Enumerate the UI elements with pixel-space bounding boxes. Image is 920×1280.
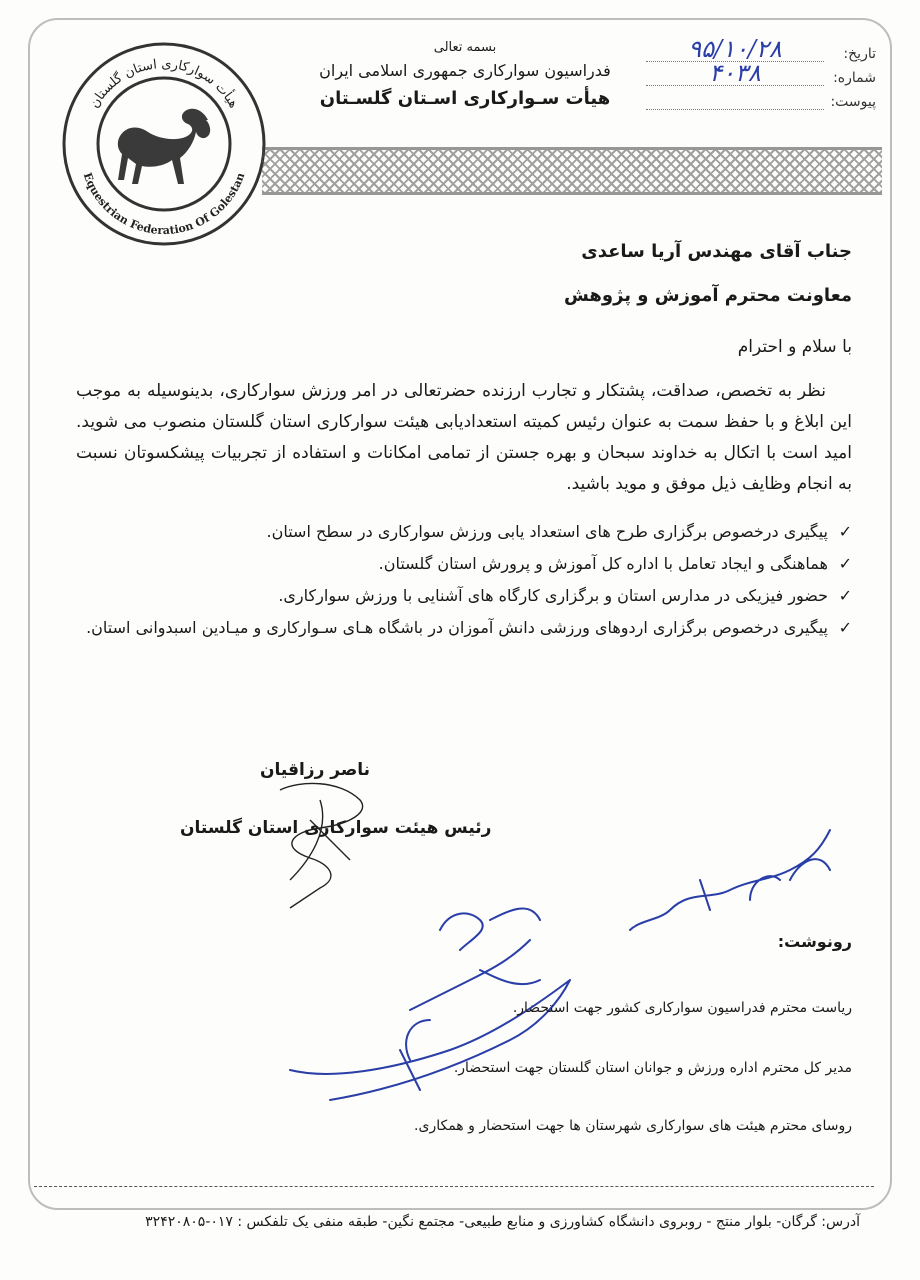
cc-title: رونوشت:: [777, 932, 852, 951]
checkmark-icon: ✓: [838, 554, 852, 573]
list-item: [76, 612, 852, 644]
main-paragraph: نظر به تخصص، صداقت، پشتکار و تجارب ارزنده حضرتعالی در امر ورزش سوارکاری، بدینوسیله به موجب این ابلاغ و با حفظ سمت به عنوان رئیس کمیته استعدادیابی هیئت سوارکاری استان گلستان منصوب می شوید. امید است با اتکال به خداوند سبحان و بهره جستن از تمامی امکانات و استفاده از تجربیات پیشکسوتان نسبت به انجام وظایف ذیل موفق و موید باشید.: [76, 381, 852, 494]
task-text: پیگیری درخصوص برگزاری اردوهای ورزشی دانش آموزان در باشگاه هـای سـوارکاری و میـادین اسبدوانی استان.: [86, 618, 828, 637]
handwritten-notes: [230, 820, 870, 1140]
federation-name: فدراسیون سوارکاری جمهوری اسلامی ایران: [319, 61, 611, 80]
task-text: پیگیری درخصوص برگزاری طرح های استعداد یابی ورزش سوارکاری در سطح استان.: [266, 522, 828, 541]
number-label: شماره:: [833, 70, 876, 86]
recipient-name: جناب آقای مهندس آریا ساعدی: [581, 241, 852, 262]
board-name: هیأت سـوارکاری اسـتان گلسـتان: [319, 88, 611, 109]
task-list: [76, 516, 852, 644]
greeting: با سلام و احترام: [737, 337, 852, 357]
footer-address: آدرس: گرگان- بلوار منتج - روبروی دانشگاه کشاورزی و منابع طبیعی- مجتمع نگین- طبقه منفی یک تلفکس : ۰۱۷-۳۲۴۲۰۸۰۵: [145, 1214, 860, 1230]
list-item: [76, 580, 852, 612]
cc-line: روسای محترم هیئت های سوارکاری شهرستان ها جهت استحضار و همکاری.: [414, 1118, 852, 1134]
number-value: ۴۰۳۸: [646, 61, 824, 86]
attachment-row: [636, 86, 876, 110]
checkmark-icon: ✓: [838, 522, 852, 541]
cc-line: مدیر کل محترم اداره ورزش و جوانان استان گلستان جهت استحضار.: [453, 1060, 852, 1076]
list-item: [76, 548, 852, 580]
horse-icon: [118, 109, 210, 184]
letter-meta: [636, 35, 876, 110]
task-text: هماهنگی و ایجاد تعامل با اداره کل آموزش و پرورش استان گلستان.: [378, 554, 828, 573]
number-row: [636, 59, 876, 87]
letter-body: [76, 230, 852, 644]
svg-text:Equestrian Federation Of Goles: [81, 171, 248, 237]
date-label: تاریخ:: [843, 46, 876, 62]
task-text: حضور فیزیکی در مدارس استان و برگزاری کارگاه های آشنایی با ورزش سوارکاری.: [278, 586, 828, 605]
basmala: بسمه تعالی: [433, 40, 497, 55]
checkmark-icon: ✓: [838, 586, 852, 605]
svg-text:هیأت سوارکاری استان گلستان: [87, 57, 241, 111]
signer-name: ناصر رزاقیان: [260, 760, 371, 780]
list-item: [76, 516, 852, 548]
cc-line: ریاست محترم فدراسیون سوارکاری کشور جهت استحضار.: [512, 1000, 852, 1016]
date-value: ۹۵/۱۰/۲۸: [646, 37, 824, 62]
logo-text-bottom: Equestrian Federation Of Golestan: [80, 170, 248, 238]
letterhead: [300, 40, 630, 109]
checkmark-icon: ✓: [838, 618, 852, 637]
recipient-title: معاونت محترم آموزش و پژوهش: [563, 285, 852, 306]
decorative-band: [262, 147, 882, 195]
attachment-label: پیوست:: [830, 94, 876, 110]
federation-logo: [58, 38, 270, 250]
footer-divider: [34, 1186, 874, 1187]
signer-title: رئیس هیئت سوارکاری استان گلستان: [180, 818, 492, 838]
logo-text-top: هیأت سوارکاری استان گلستان: [87, 56, 241, 111]
attachment-value: [646, 109, 824, 110]
